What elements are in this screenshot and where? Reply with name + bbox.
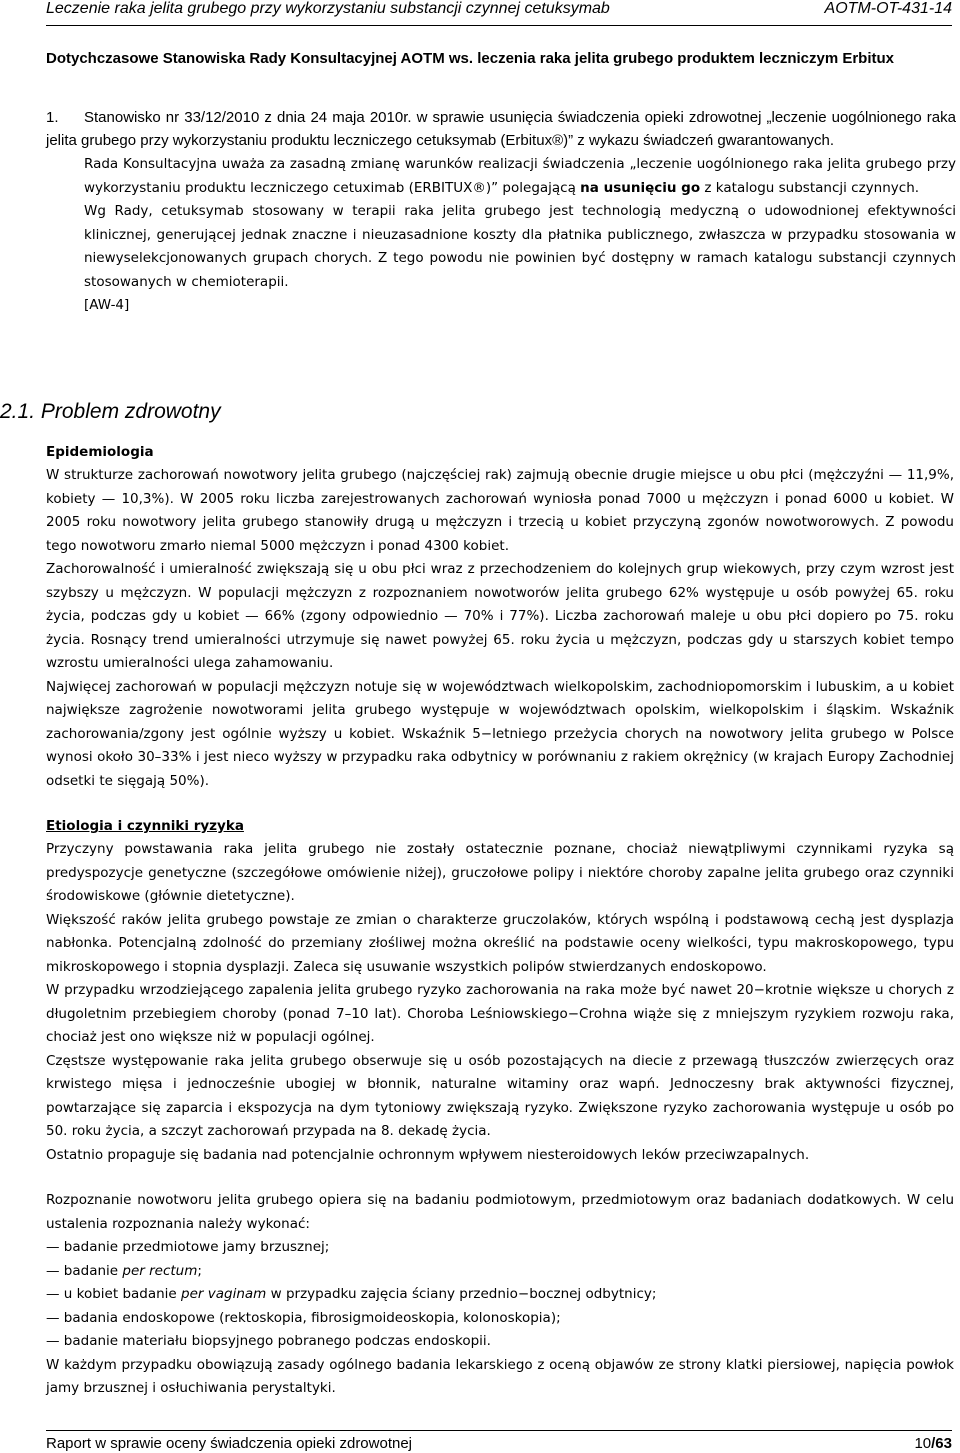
opinion-item-title: Stanowisko nr 33/12/2010 z dnia 24 maja 2010r. w sprawie usunięcia świadczenia opieki zdrowotnej „leczenie uogólnionego raka jelita grubego przy wykorzystaniu produktu leczniczego cetuksymab (Erbitux®)” z wykazu świadczeń gwarantowanych. [46, 109, 956, 149]
opinion-reference: [AW-4] [84, 297, 130, 313]
header-title: Leczenie raka jelita grubego przy wykorzystaniu substancji czynnej cetuksymab [46, 0, 610, 17]
etiology-heading: Etiologia i czynniki ryzyka [46, 818, 244, 834]
list-item: — badanie przedmiotowe jamy brzusznej; [46, 1239, 330, 1255]
epidemiology-p1: W strukturze zachorowań nowotwory jelita grubego (najczęściej rak) zajmują obecnie drugie miejsce u obu płci (mężczyźni — 11,9%, kobiety — 10,3%). W 2005 roku liczba zarejestrowanych zachorowań wyniosła ponad 7000 u mężczyzn i ponad 6000 u kobiet. W 2005 roku nowotwory jelita grubego stanowiły drugą u mężczyzn i trzecią u kobiet przyczyną zgonów nowotworowych. Z powodu tego nowotworu zmarło niemal 5000 mężczyzn i ponad 4300 kobiet. [46, 467, 954, 554]
etiology-p4: Częstsze występowanie raka jelita grubego obserwuje się u osób pozostających na diecie z przewagą tłuszczów zwierzęcych oraz krwistego mięsa i jednocześnie ubogiej w błonnik, naturalne witaminy oraz wapń. Jednoczesny brak aktywności fizycznej, powtarzające się zaparcia i ekspozycja na dym tytoniowy zwiększają ryzyko. Zwiększone ryzyko zachorowania występuje u osób po 50. roku życia, a szczyt zachorowań przypada na 8. dekadę życia. [46, 1052, 954, 1139]
etiology-p2: Większość raków jelita grubego powstaje ze zmian o charakterze gruczolaków, których wspólną i podstawową cechą jest dysplazja nabłonka. Potencjalną zdolność do przemiany złośliwej można określić na podstawie oceny wielkości, typu makroskopowego, typu mikroskopowego i stopnia dysplazji. Zaleca się usuwanie wszystkich polipów stwierdzanych endoskopowo. [46, 911, 954, 975]
page-footer [46, 1430, 952, 1452]
opinion-item-head [46, 107, 956, 152]
diagnosis-list [46, 1236, 954, 1354]
opinion-item-number: 1. [46, 109, 59, 126]
opinion-item [46, 107, 956, 318]
opinion-paragraph-2: Wg Rady, cetuksymab stosowany w terapii raka jelita grubego jest technologią medyczną o udowodnionej efektywności klinicznej, generującej jednak znaczne i nieuzasadnione koszty dla płatnika publicznego, zwłaszcza w przypadku stosowania w niewyselekcjonowanych grupach chorych. Z tego powodu nie powinien być dostępny w ramach katalogu substancji czynnych stosowanych w chemioterapii. [84, 203, 956, 290]
main-content [46, 441, 954, 1401]
page-header [46, 0, 952, 26]
etiology-p5: Ostatnio propaguje się badania nad potencjalnie ochronnym wpływem niesteroidowych leków przeciwzapalnych. [46, 1146, 810, 1163]
list-item: — badanie per rectum; [46, 1262, 202, 1279]
list-item: — badania endoskopowe (rektoskopia, fibrosigmoideoskopia, kolonoskopia); [46, 1309, 561, 1326]
etiology-p3: W przypadku wrzodziejącego zapalenia jelita grubego ryzyko zachorowania na raka może być nawet 20−krotnie większe u chorych z długoletnim przebiegiem choroby (ponad 7–10 lat). Choroba Leśniowskiego−Crohna wiąże się z mniejszym ryzykiem rozwoju raka, chociaż jest ono większe niż w populacji ogólnej. [46, 982, 954, 1045]
epidemiology-p3: Najwięcej zachorowań w populacji mężczyzn notuje się w województwach wielkopolskim, zachodniopomorskim i lubuskim, a u kobiet największe zagrożenie nowotworami jelita grubego występuje w województwach opolskim, wielkopolskim i śląskim. Wskaźnik zachorowania/zgony jest ogólnie wyższy u kobiet. Wskaźnik 5−letniego przeżycia chorych na nowotwory jelita grubego w Polsce wynosi około 30–33% i jest nieco wyższy w przypadku raka odbytnicy w porównaniu z rakiem okrężnicy (w krajach Europy Zachodniej odsetki te sięgają 50%). [46, 678, 954, 789]
footer-title: Raport w sprawie oceny świadczenia opieki zdrowotnej [46, 1435, 413, 1452]
section-title: 2.1. Problem zdrowotny [0, 400, 221, 423]
list-item: — badanie materiału biopsyjnego pobranego podczas endoskopii. [46, 1333, 491, 1349]
diagnosis-intro: Rozpoznanie nowotworu jelita grubego opiera się na badaniu podmiotowym, przedmiotowym oraz badaniach dodatkowych. W celu ustalenia rozpoznania należy wykonać: [46, 1192, 954, 1232]
etiology-p1: Przyczyny powstawania raka jelita grubego nie zostały ostatecznie poznane, chociaż niewątpliwymi czynnikami ryzyka są predyspozycje genetyczne (szczegółowe omówienie niżej), gruczołowe polipy i niektóre choroby zapalne jelita grubego oraz czynniki środowiskowe (głównie dietetyczne). [46, 841, 954, 904]
epidemiology-heading: Epidemiologia [46, 444, 154, 460]
epidemiology-p2: Zachorowalność i umieralność zwiększają się u obu płci wraz z przechodzeniem do kolejnych grup wiekowych, przy czym wzrost jest szybszy u mężczyzn. W populacji mężczyzn z rozpoznaniem nowotworów jelita grubego 62% występuje u osób powyżej 65. roku życia, podczas gdy u kobiet — 66% (zgony odpowiednio — 70% i 77%). Liczba zachorowań maleje u obu płci dopiero po 75. roku życia. Rosnący trend umieralności utrzymuje się nawet powyżej 65. roku życia u mężczyzn, podczas gdy u starszych kobiet tempo wzrostu umieralności ulega zahamowaniu. [46, 561, 954, 671]
opinion-paragraph-1: Rada Konsultacyjna uważa za zasadną zmianę warunków realizacji świadczenia „leczenie uogólnionego raka jelita grubego przy wykorzystaniu produktu leczniczego cetuximab (ERBITUX®)” polegającą na usunięciu go z katalogu substancji czynnych. [84, 156, 956, 196]
page-number: 10/63 [914, 1435, 952, 1452]
diagnosis-closing: W każdym przypadku obowiązują zasady ogólnego badania lekarskiego z oceną objawów ze strony klatki piersiowej, napięcia powłok jamy brzusznej i osłuchiwania perystaltyki. [46, 1356, 954, 1396]
header-code: AOTM-OT-431-14 [824, 0, 952, 17]
opinion-heading: Dotychczasowe Stanowiska Rady Konsultacyjnej AOTM ws. leczenia raka jelita grubego produktem leczniczym Erbitux [46, 50, 895, 67]
list-item: — u kobiet badanie per vaginam w przypadku zajęcia ściany przednio−bocznej odbytnicy; [46, 1286, 657, 1302]
